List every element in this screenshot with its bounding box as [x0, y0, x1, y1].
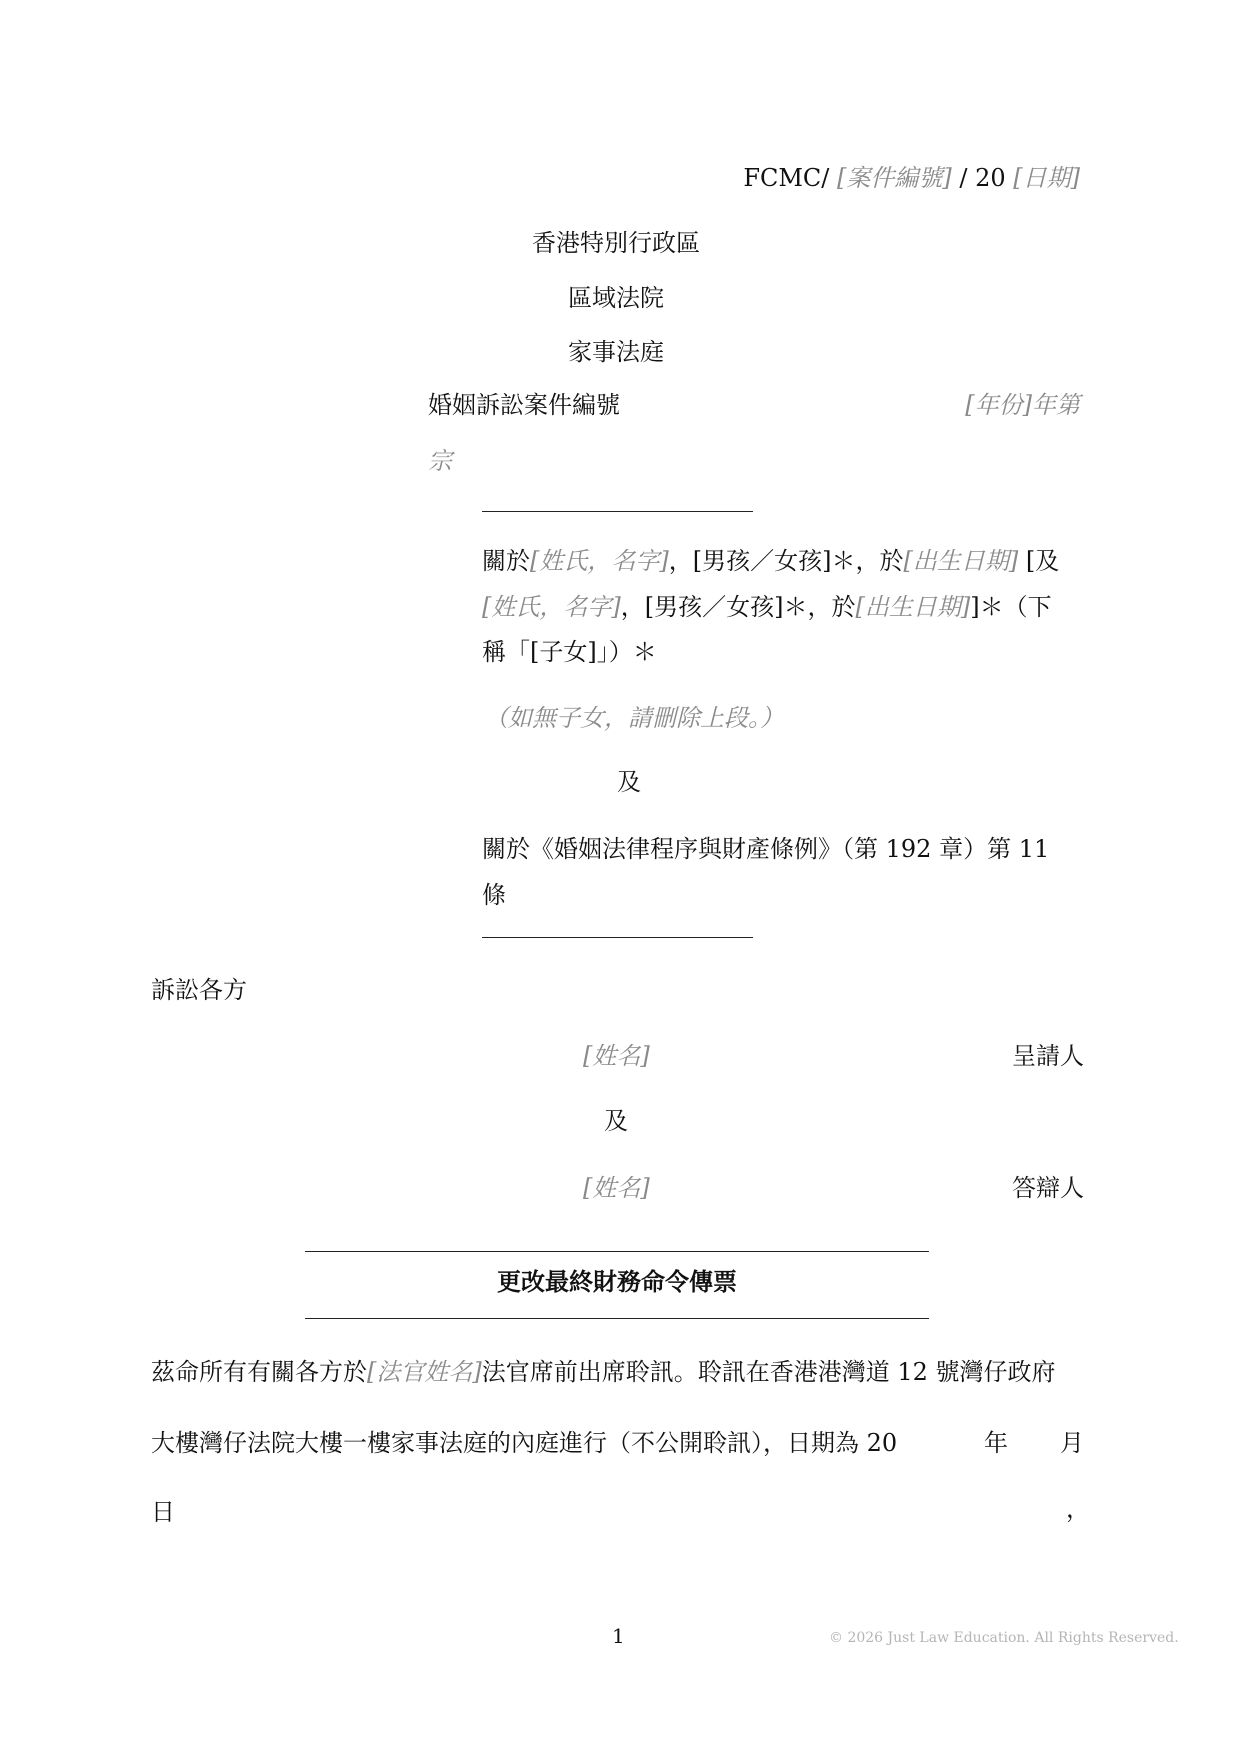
case-number [0, 163, 1080, 193]
body-month-label: 月 [1060, 1429, 1084, 1457]
parties-and: 及 [604, 1107, 628, 1135]
title-rule-top [305, 1251, 929, 1252]
judge-name-placeholder: [法官姓名] [367, 1358, 482, 1386]
year-suffix: 年第 [1032, 391, 1080, 419]
action-label: 婚姻訴訟案件編號 [428, 391, 620, 419]
body-day-label: 日 [151, 1498, 175, 1526]
dob-placeholder: [出生日期] [855, 593, 971, 621]
court-family: 家事法庭 [568, 338, 664, 366]
gender-text: ，[男孩／女孩]＊，於 [668, 547, 904, 575]
date-placeholder: [日期] [1013, 164, 1080, 192]
matter-children-line1 [482, 546, 1059, 576]
document-title: 更改最終財務命令傳票 [497, 1267, 737, 1296]
court-region: 香港特別行政區 [532, 229, 700, 257]
title-rule-bottom [305, 1318, 929, 1319]
and-text: [及 [1018, 547, 1060, 575]
respondent-name-placeholder: [姓名] [583, 1174, 650, 1202]
body-line1 [151, 1357, 1056, 1387]
body-comma: ， [1066, 1495, 1090, 1523]
name-placeholder: [姓氏，名字] [482, 593, 621, 621]
petitioner-role: 呈請人 [1012, 1042, 1084, 1070]
body-year-label: 年 [984, 1429, 1008, 1457]
matter-text: 關於 [482, 547, 530, 575]
action-tail: 宗 [428, 447, 452, 475]
body-line2: 大樓灣仔法院大樓一樓家事法庭的內庭進行（不公開聆訊），日期為 20 [151, 1429, 898, 1457]
dob-placeholder: [出生日期] [903, 547, 1019, 575]
gender-text: ，[男孩／女孩]＊，於 [620, 593, 856, 621]
divider-matter [482, 937, 753, 938]
page-number: 1 [612, 1624, 625, 1648]
court-district: 區域法院 [568, 284, 664, 312]
case-prefix: FCMC/ [743, 164, 838, 192]
respondent-role: 答辯人 [1012, 1174, 1084, 1202]
year-placeholder: [年份] [965, 391, 1032, 419]
name-placeholder: [姓氏，名字] [530, 547, 669, 575]
case-year-prefix: / 20 [951, 164, 1014, 192]
petitioner-name-placeholder: [姓名] [583, 1042, 650, 1070]
parties-heading: 訴訟各方 [151, 976, 247, 1004]
matter-children-line3: 稱「[子女]」）＊ [482, 638, 657, 666]
copyright-notice: © 2026 Just Law Education. All Rights Reserved. [829, 1630, 1179, 1646]
matter-and: 及 [617, 768, 641, 796]
body-text: 法官席前出席聆訊。聆訊在香港港灣道 12 號灣仔政府 [481, 1358, 1056, 1386]
delete-note: （如無子女，請刪除上段。） [484, 704, 784, 732]
body-text: 茲命所有有關各方於 [151, 1358, 367, 1386]
matter-children-line2 [482, 592, 1052, 622]
ordinance-line1: 關於《婚姻法律程序與財產條例》（第 192 章）第 11 [482, 835, 1050, 863]
case-number-placeholder: [案件編號] [837, 164, 952, 192]
hereinafter-text: ]＊（下 [970, 593, 1052, 621]
divider-top [482, 511, 753, 512]
action-year [0, 390, 1080, 420]
ordinance-line2: 條 [482, 881, 506, 909]
